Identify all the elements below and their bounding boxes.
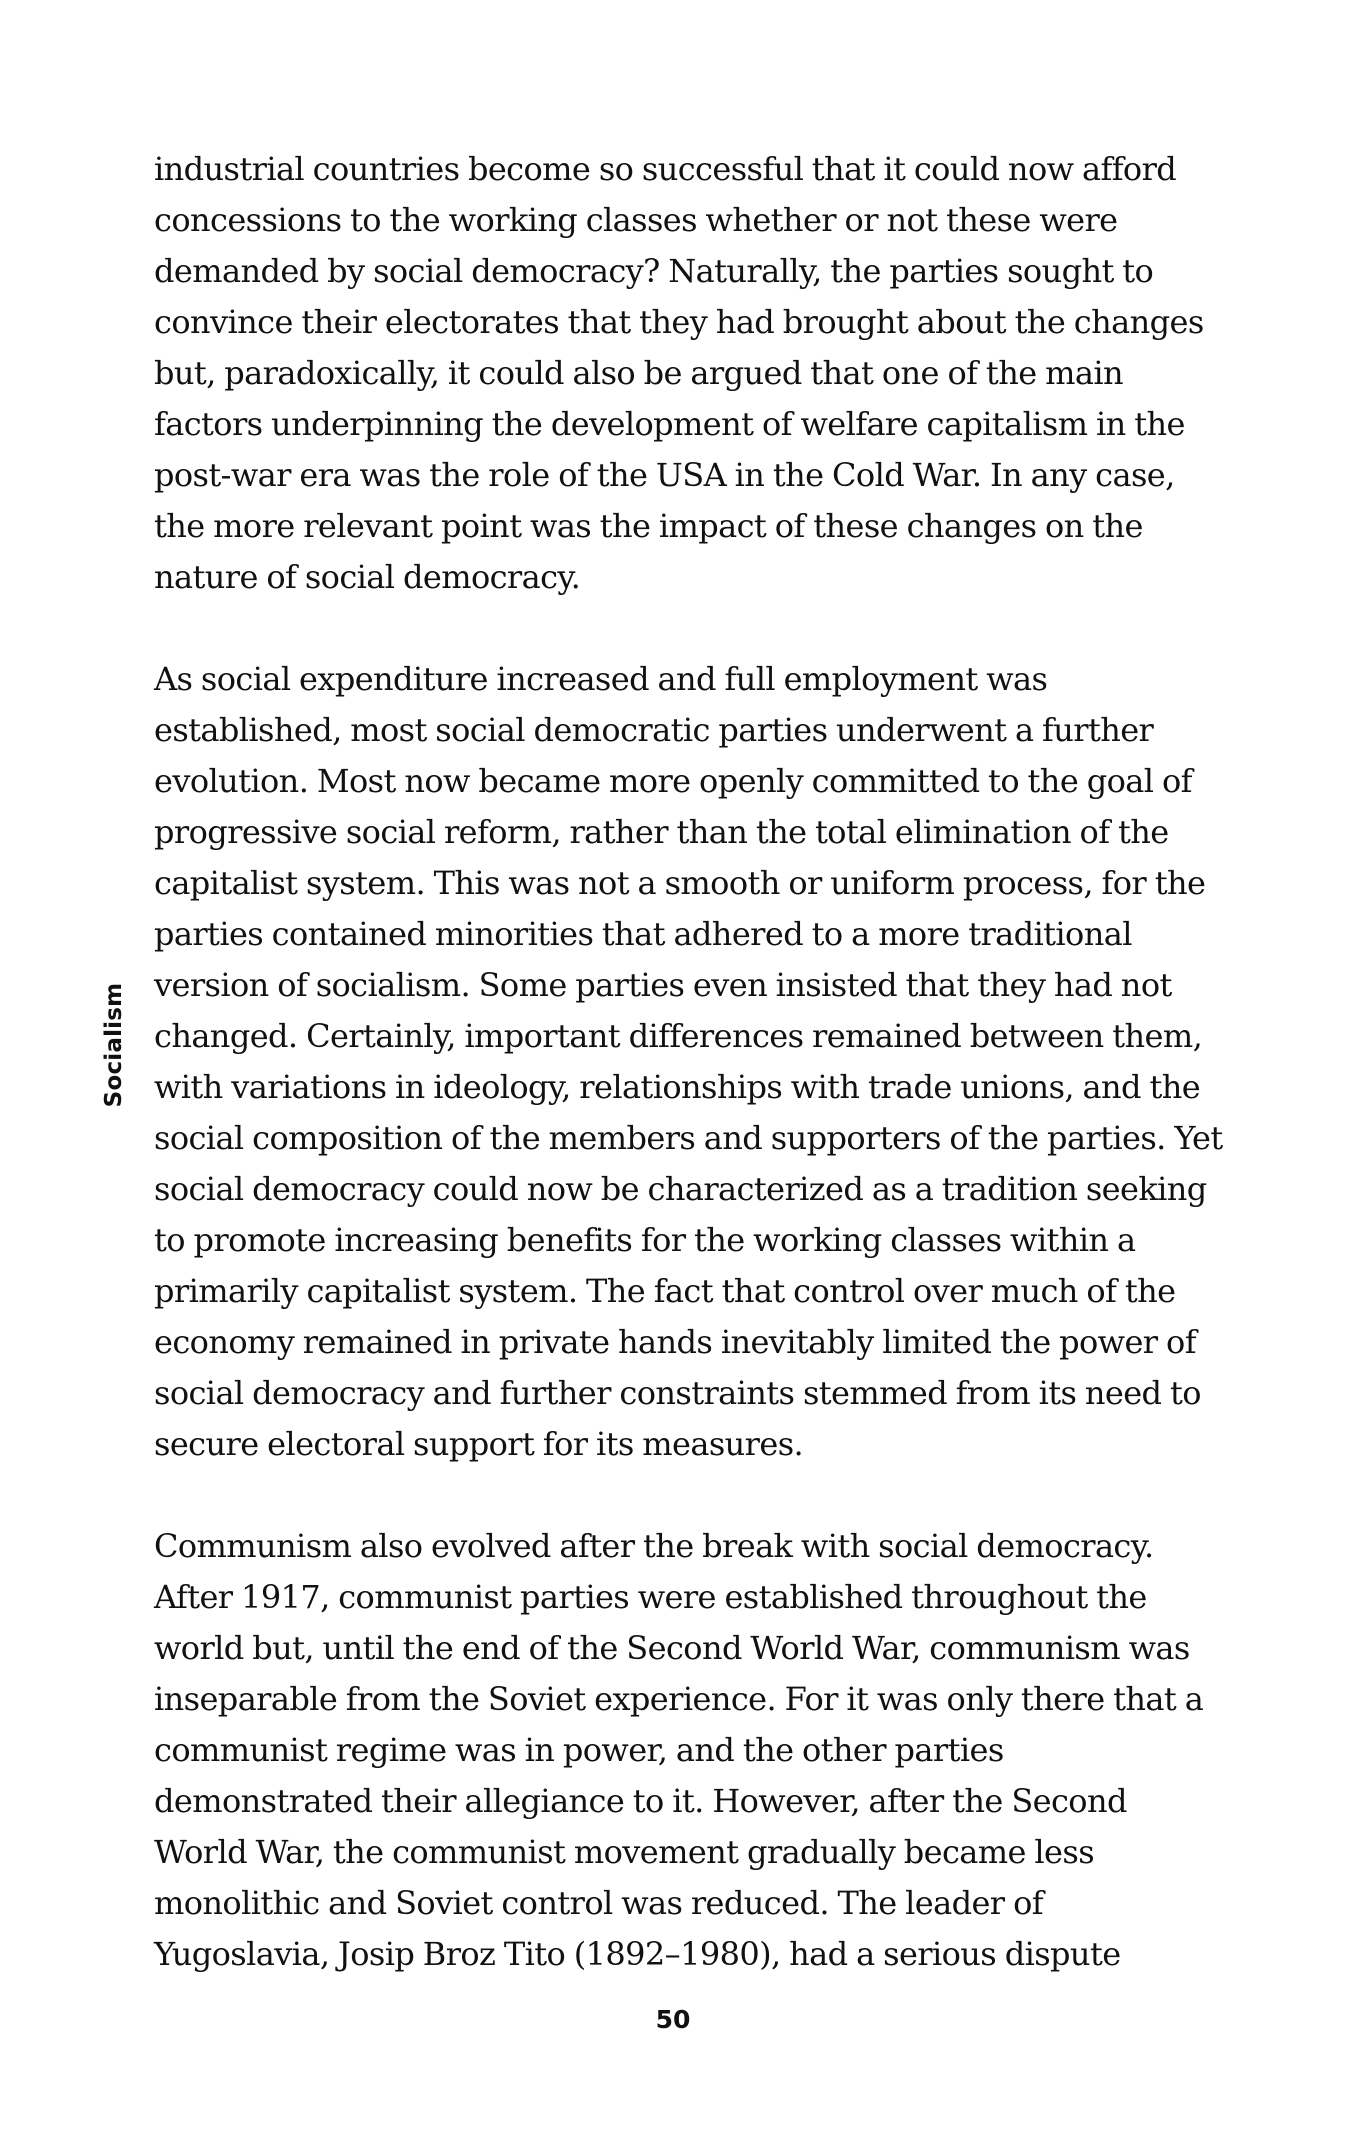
body-text bbox=[154, 144, 1224, 1980]
running-head: Socialism bbox=[101, 982, 127, 1108]
paragraph: industrial countries become so successful that it could now afford concessions to the working classes whether or not these were demanded by social democracy? Naturally, the parties sought to convince their electorates that they had brought about the changes but, paradoxically, it could also be argued that one of the main factors underpinning the development of welfare capitalism in the post-war era was the role of the USA in the Cold War. In any case, the more relevant point was the impact of these changes on the nature of social democracy. bbox=[154, 150, 1204, 596]
paragraph: Communism also evolved after the break with social democracy. After 1917, communist parties were established throughout the world but, until the end of the Second World War, communism was inseparable from the Soviet experience. For it was only there that a communist regime was in power, and the other parties demonstrated their allegiance to it. However, after the Second World War, the communist movement gradually became less monolithic and Soviet control was reduced. The leader of Yugoslavia, Josip Broz Tito (1892–1980), had a serious dispute bbox=[154, 1527, 1204, 1973]
paragraph: As social expenditure increased and full employment was established, most social democratic parties underwent a further evolution. Most now became more openly committed to the goal of progressive social reform, rather than the total elimination of the capitalist system. This was not a smooth or uniform process, for the parties contained minorities that adhered to a more traditional version of socialism. Some parties even insisted that they had not changed. Certainly, important differences remained between them, with variations in ideology, relationships with trade unions, and the social composition of the members and supporters of the parties. Yet social democracy could now be characterized as a tradition seeking to promote increasing benefits for the working classes within a primarily capitalist system. The fact that control over much of the economy remained in private hands inevitably limited the power of social democracy and further constraints stemmed from its need to secure electoral support for its measures. bbox=[154, 660, 1223, 1463]
page-number: 50 bbox=[655, 2005, 691, 2034]
